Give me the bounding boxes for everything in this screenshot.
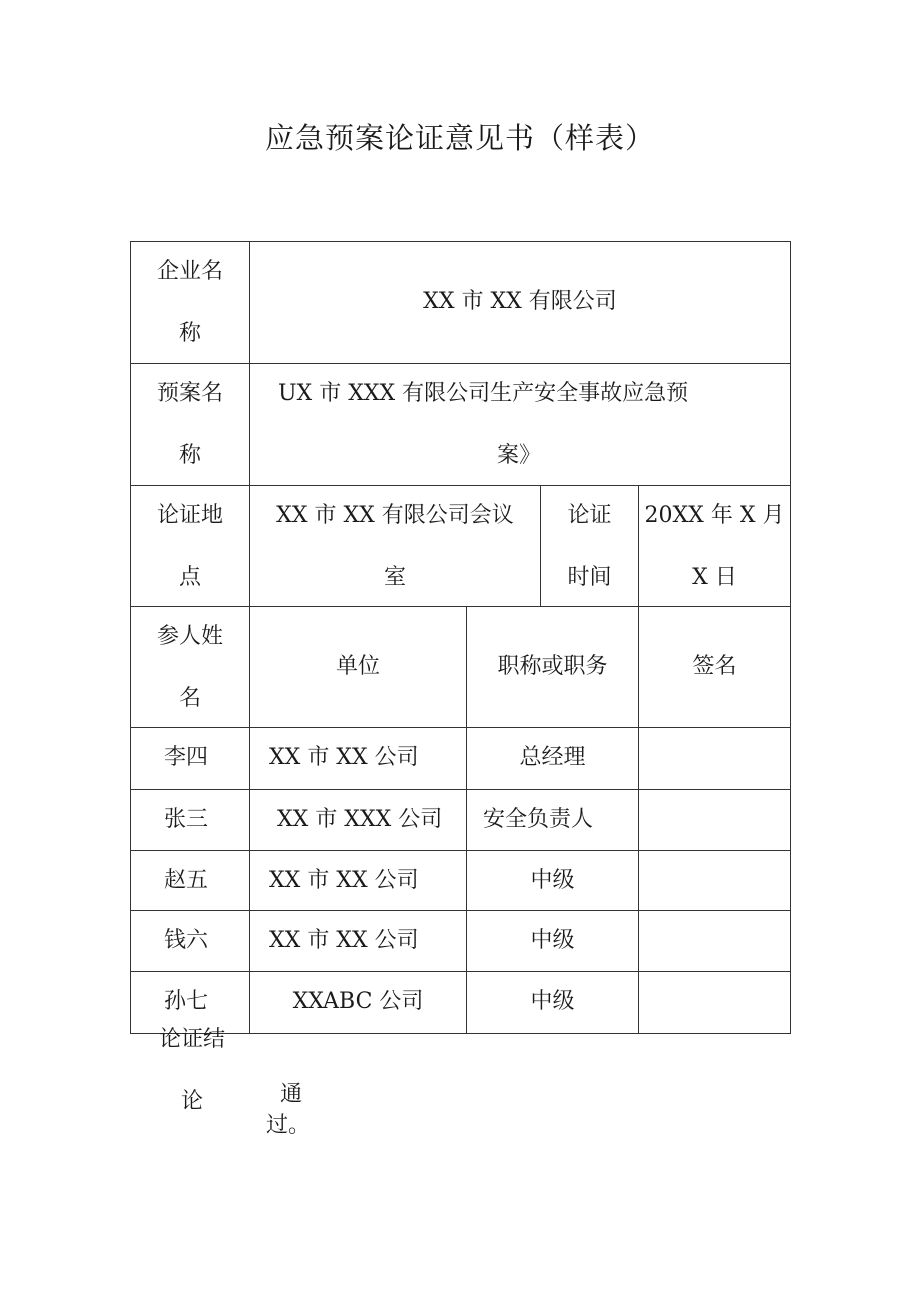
participants-label-line1: 参人姓: [156, 624, 223, 649]
participant-signature: [639, 789, 790, 850]
participant-title: 中级: [530, 989, 575, 1014]
plan-label-line1: 预案名: [156, 381, 223, 406]
time-value-line2: X 日: [692, 565, 737, 590]
location-value-line1: XX 市 XX 有限公司会议: [276, 503, 514, 528]
location-label-line1: 论证地: [156, 503, 223, 528]
participants-label: [130, 606, 250, 727]
time-label: [541, 485, 638, 606]
participant-signature: [639, 971, 790, 1033]
participant-title: 安全负责人: [483, 807, 594, 832]
time-label-line1: 论证: [567, 503, 612, 528]
plan-value: [250, 363, 790, 485]
column-header-unit: 单位: [335, 654, 380, 679]
plan-label: [130, 363, 250, 485]
conclusion-label-line2: 论: [180, 1089, 203, 1114]
table-border-right: [790, 241, 791, 1034]
participant-name: 钱六: [163, 928, 208, 953]
company-value: XX 市 XX 有限公司: [423, 289, 617, 314]
location-label-line2: 点: [178, 565, 201, 590]
participant-name: 张三: [163, 807, 208, 832]
location-value: [250, 485, 540, 606]
plan-value-line1: UX 市 XXX 有限公司生产安全事故应急预: [278, 381, 689, 406]
plan-value-line2: 案》: [497, 443, 542, 468]
time-value-line1: 20XX 年 X 月: [644, 503, 785, 528]
participant-signature: [639, 850, 790, 910]
document-title: 应急预案论证意见书（样表）: [264, 121, 655, 155]
conclusion-value-line1: 通: [280, 1082, 303, 1107]
participant-signature: [639, 727, 790, 789]
participant-name: 赵五: [163, 868, 208, 893]
location-value-line2: 室: [383, 565, 406, 590]
conclusion-label-line1: 论证结: [158, 1027, 225, 1052]
column-header-title: 职称或职务: [497, 654, 608, 679]
plan-label-line2: 称: [178, 443, 201, 468]
participant-unit: XX 市 XXX 公司: [277, 807, 443, 832]
conclusion-value-line2: 过。: [266, 1113, 311, 1138]
participant-unit: XX 市 XX 公司: [269, 928, 419, 953]
time-value: [639, 485, 790, 606]
participant-signature: [639, 910, 790, 971]
company-label-line1: 企业名: [156, 259, 223, 284]
company-label-line2: 称: [178, 321, 201, 346]
participants-label-line2: 名: [178, 686, 201, 711]
time-label-line2: 时间: [567, 565, 612, 590]
location-label: [130, 485, 250, 606]
participant-title: 中级: [530, 928, 575, 953]
company-label: [130, 241, 250, 363]
participant-unit: XXABC 公司: [292, 989, 424, 1014]
participant-title: 中级: [530, 868, 575, 893]
participant-name: 孙七: [163, 989, 208, 1014]
participant-title: 总经理: [519, 745, 586, 770]
participant-name: 李四: [163, 745, 208, 770]
column-header-sign: 签名: [692, 654, 737, 679]
participant-unit: XX 市 XX 公司: [269, 868, 419, 893]
participant-unit: XX 市 XX 公司: [269, 745, 419, 770]
